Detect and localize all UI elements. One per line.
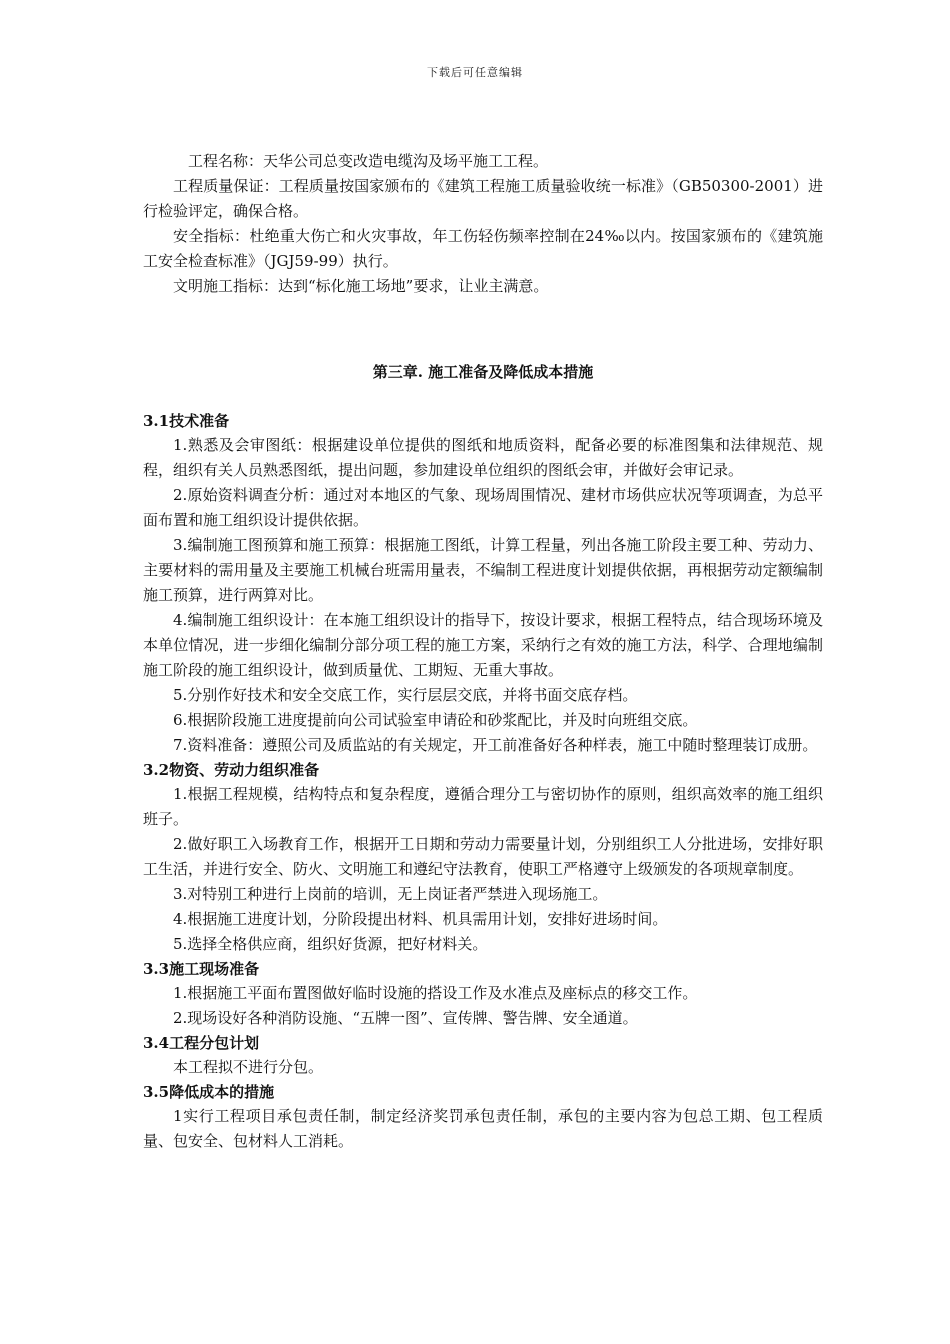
section-heading-3-5: 3.5降低成本的措施: [143, 1083, 275, 1101]
intro-quality-guarantee: 工程质量保证：工程质量按国家颁布的《建筑工程施工质量验收统一标准》（GB50300-2001）进行检验评定，确保合格。: [143, 177, 823, 220]
paragraph: 2.做好职工入场教育工作，根据开工日期和劳动力需要量计划，分别组织工人分批进场，安排好职工生活，并进行安全、防火、文明施工和遵纪守法教育，使职工严格遵守上级颁发的各项规章制度。: [143, 835, 823, 878]
paragraph: 5.分别作好技术和安全交底工作，实行层层交底，并将书面交底存档。: [173, 686, 638, 704]
paragraph: 3.编制施工图预算和施工预算：根据施工图纸，计算工程量，列出各施工阶段主要工种、劳动力、主要材料的需用量及主要施工机械台班需用量表，不编制工程进度计划提供依据，再根据劳动定额编制施工预算，进行两算对比。: [143, 536, 823, 604]
document-body: [143, 149, 823, 1154]
section-heading-3-4: 3.4工程分包计划: [143, 1034, 260, 1052]
paragraph: 1.熟悉及会审图纸：根据建设单位提供的图纸和地质资料，配备必要的标准图集和法律规范、规程，组织有关人员熟悉图纸，提出问题，参加建设单位组织的图纸会审，并做好会审记录。: [143, 436, 823, 479]
intro-project-name: 工程名称：天华公司总变改造电缆沟及场平施工工程。: [188, 152, 549, 170]
intro-safety-index: 安全指标：杜绝重大伤亡和火灾事故，年工伤轻伤频率控制在24‰以内。按国家颁布的《建筑施工安全检查标准》（JGJ59-99）执行。: [143, 227, 823, 270]
paragraph: 2.现场设好各种消防设施、“五牌一图”、宣传牌、警告牌、安全通道。: [173, 1009, 638, 1027]
section-heading-3-1: 3.1技术准备: [143, 412, 230, 430]
section-heading-3-2: 3.2物资、劳动力组织准备: [143, 761, 320, 779]
paragraph: 7.资料准备：遵照公司及质监站的有关规定，开工前准备好各种样表，施工中随时整理装订成册。: [173, 736, 818, 754]
paragraph: 4.编制施工组织设计：在本施工组织设计的指导下，按设计要求，根据工程特点，结合现场环境及本单位情况，进一步细化编制分部分项工程的施工方案，采纳行之有效的施工方法，科学、合理地编制施工阶段的施工组织设计，做到质量优、工期短、无重大事故。: [143, 611, 823, 679]
paragraph: 3.对特别工种进行上岗前的培训，无上岗证者严禁进入现场施工。: [173, 885, 608, 903]
paragraph: 2.原始资料调查分析：通过对本地区的气象、现场周围情况、建材市场供应状况等项调查，为总平面布置和施工组织设计提供依据。: [143, 486, 823, 529]
paragraph: 5.选择全格供应商，组织好货源，把好材料关。: [173, 935, 488, 953]
paragraph: 本工程拟不进行分包。: [173, 1058, 324, 1076]
download-note: 下载后可任意编辑: [427, 66, 523, 79]
chapter-title: 第三章. 施工准备及降低成本措施: [372, 363, 594, 381]
paragraph: 1.根据工程规模，结构特点和复杂程度，遵循合理分工与密切协作的原则，组织高效率的施工组织班子。: [143, 785, 823, 828]
intro-civilized-construction: 文明施工指标：达到“标化施工场地”要求，让业主满意。: [173, 277, 549, 295]
paragraph: 6.根据阶段施工进度提前向公司试验室申请砼和砂浆配比，并及时向班组交底。: [173, 711, 698, 729]
paragraph: 1实行工程项目承包责任制，制定经济奖罚承包责任制，承包的主要内容为包总工期、包工程质量、包安全、包材料人工消耗。: [143, 1107, 823, 1150]
section-heading-3-3: 3.3施工现场准备: [143, 960, 260, 978]
paragraph: 4.根据施工进度计划，分阶段提出材料、机具需用计划，安排好进场时间。: [173, 910, 668, 928]
spacer: [143, 299, 823, 317]
paragraph: 1.根据施工平面布置图做好临时设施的搭设工作及水准点及座标点的移交工作。: [173, 984, 698, 1002]
